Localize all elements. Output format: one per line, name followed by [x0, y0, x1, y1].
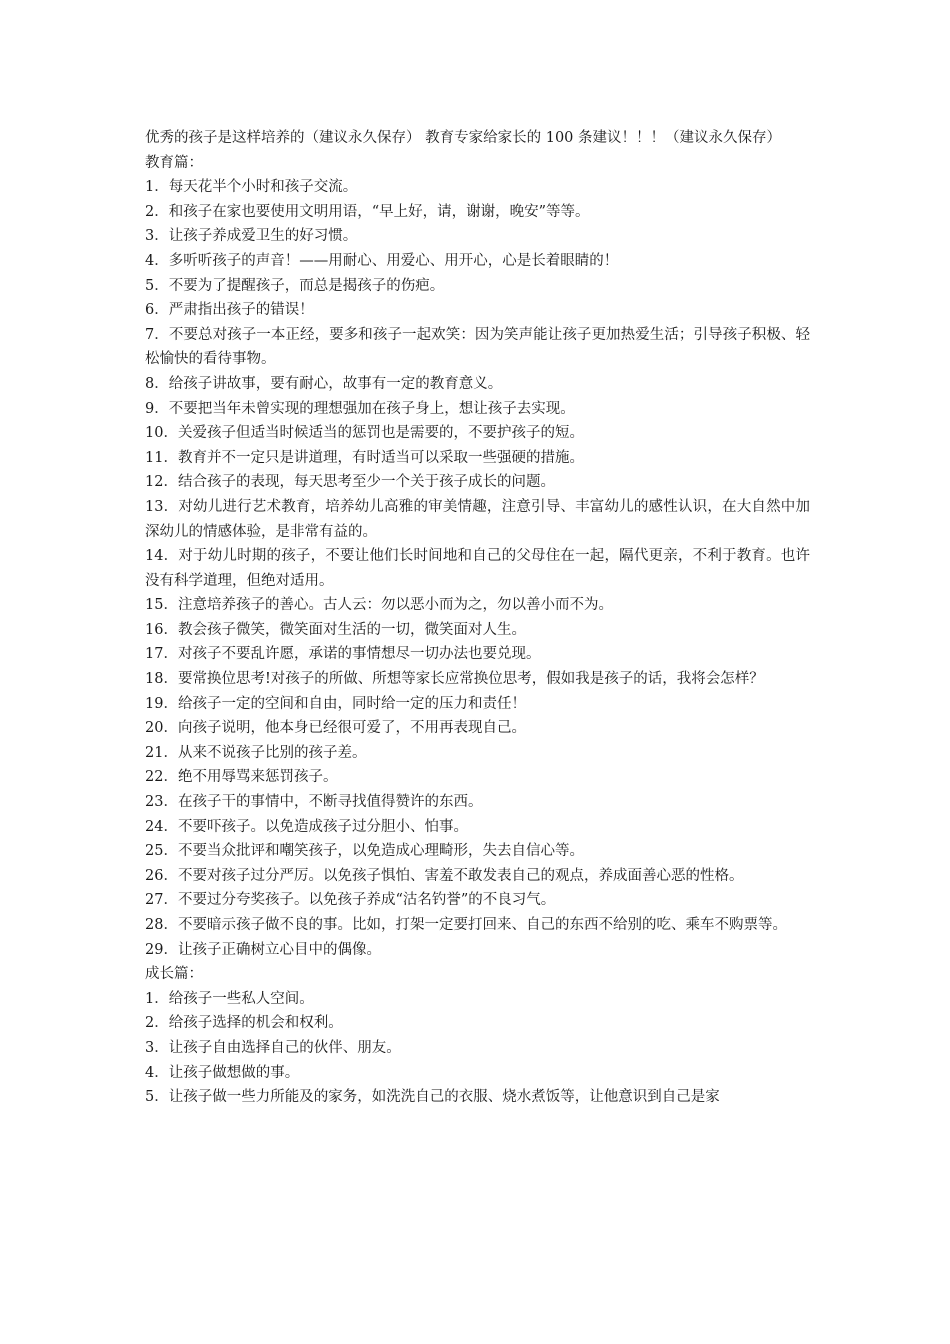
list-item: 24．不要吓孩子。以免造成孩子过分胆小、怕事。 [145, 818, 468, 835]
list-item: 5．不要为了提醒孩子，而总是揭孩子的伤疤。 [145, 277, 445, 294]
list-item: 25．不要当众批评和嘲笑孩子，以免造成心理畸形，失去自信心等。 [145, 843, 584, 860]
list-item: 28．不要暗示孩子做不良的事。比如，打架一定要打回来、自己的东西不给别的吃、乘车不购票等。 [145, 917, 787, 933]
list-item: 11．教育并不一定只是讲道理，有时适当可以采取一些强硬的措施。 [145, 449, 584, 466]
document-body [145, 126, 810, 1110]
list-item: 5．让孩子做一些力所能及的家务，如洗洗自己的衣服、烧水煮饭等，让他意识到自己是家 [145, 1089, 720, 1106]
list-item: 1．每天花半个小时和孩子交流。 [145, 179, 358, 196]
document-title: 优秀的孩子是这样培养的（建议永久保存） 教育专家给家长的 100 条建议！！！（建议永久保存） [145, 130, 781, 146]
list-item: 17．对孩子不要乱许愿，承诺的事情想尽一切办法也要兑现。 [145, 646, 541, 663]
list-item: 14．对于幼儿时期的孩子，不要让他们长时间地和自己的父母住在一起，隔代更亲，不利于教育。也许没有科学道理，但绝对适用。 [145, 548, 810, 589]
list-item: 6．严肃指出孩子的错误！ [145, 302, 314, 319]
list-item: 4．多听听孩子的声音！——用耐心、用爱心、用开心，心是长着眼睛的！ [145, 252, 619, 269]
list-item: 4．让孩子做想做的事。 [145, 1064, 300, 1081]
list-item: 18．要常换位思考!对孩子的所做、所想等家长应常换位思考，假如我是孩子的话，我将会怎样？ [145, 671, 764, 688]
list-item: 2．和孩子在家也要使用文明用语，“早上好，请，谢谢，晚安”等等。 [145, 203, 590, 220]
list-item: 13．对幼儿进行艺术教育，培养幼儿高雅的审美情趣，注意引导、丰富幼儿的感性认识，在大自然中加深幼儿的情感体验，是非常有益的。 [145, 498, 810, 540]
list-item: 3．让孩子自由选择自己的伙伴、朋友。 [145, 1039, 401, 1056]
list-item: 3．让孩子养成爱卫生的好习惯。 [145, 228, 358, 245]
list-item: 8．给孩子讲故事，要有耐心，故事有一定的教育意义。 [145, 375, 503, 392]
list-item: 22．绝不用辱骂来惩罚孩子。 [145, 769, 338, 786]
list-item: 21．从来不说孩子比别的孩子差。 [145, 744, 367, 761]
list-item: 16．教会孩子微笑，微笑面对生活的一切，微笑面对人生。 [145, 621, 526, 638]
list-item: 19．给孩子一定的空间和自由，同时给一定的压力和责任！ [145, 695, 526, 712]
list-item: 12．结合孩子的表现，每天思考至少一个关于孩子成长的问题。 [145, 474, 555, 491]
list-item: 10．关爱孩子但适当时候适当的惩罚也是需要的，不要护孩子的短。 [145, 425, 584, 442]
list-item: 7．不要总对孩子一本正经，要多和孩子一起欢笑：因为笑声能让孩子更加热爱生活；引导孩子积极、轻松愉快的看待事物。 [145, 326, 810, 368]
list-item: 15．注意培养孩子的善心。古人云：勿以恶小而为之，勿以善小而不为。 [145, 597, 613, 614]
list-item: 1．给孩子一些私人空间。 [145, 990, 314, 1007]
list-item: 2．给孩子选择的机会和权利。 [145, 1015, 343, 1032]
section-heading-education: 教育篇： [145, 154, 203, 171]
list-item: 26．不要对孩子过分严厉。以免孩子惧怕、害羞不敢发表自己的观点，养成面善心恶的性格。 [145, 867, 744, 884]
list-item: 9．不要把当年未曾实现的理想强加在孩子身上，想让孩子去实现。 [145, 400, 575, 417]
list-item: 23．在孩子干的事情中，不断寻找值得赞许的东西。 [145, 794, 483, 811]
section-heading-growth: 成长篇： [145, 966, 203, 983]
list-item: 29．让孩子正确树立心目中的偶像。 [145, 941, 381, 958]
list-item: 27．不要过分夸奖孩子。以免孩子养成“沽名钓誉”的不良习气。 [145, 892, 556, 909]
list-item: 20．向孩子说明，他本身已经很可爱了，不用再表现自己。 [145, 720, 526, 737]
